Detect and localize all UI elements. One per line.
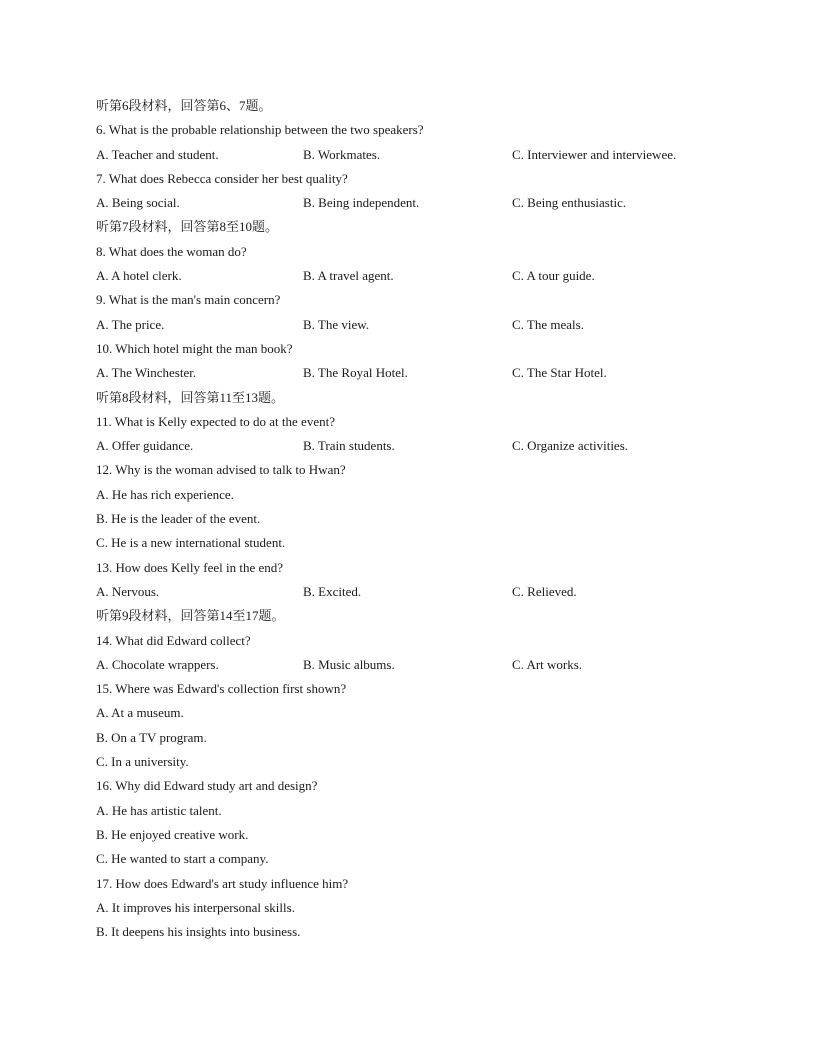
question-7-option-a: A. Being social. [96, 195, 180, 211]
section-heading-8: 听第8段材料，回答第11至13题。 [96, 389, 285, 405]
question-10-option-b: B. The Royal Hotel. [303, 365, 408, 381]
question-8-option-c: C. A tour guide. [512, 268, 595, 284]
question-14-options [96, 653, 736, 677]
question-13-options [96, 580, 736, 604]
exam-page [96, 94, 736, 944]
question-14-stem: 14. What did Edward collect? [96, 632, 251, 648]
question-15-option-b: B. On a TV program. [96, 729, 207, 745]
question-7-option-c: C. Being enthusiastic. [512, 195, 627, 211]
question-6-option-c: C. Interviewer and interviewee. [512, 146, 677, 162]
question-8-options [96, 264, 736, 288]
question-10-option-a: A. The Winchester. [96, 365, 197, 381]
question-11-stem: 11. What is Kelly expected to do at the event? [96, 413, 335, 429]
question-16-stem: 16. Why did Edward study art and design? [96, 778, 318, 794]
question-13-option-c: C. Relieved. [512, 583, 577, 599]
question-15-option-a: A. At a museum. [96, 705, 184, 721]
question-9-option-a: A. The price. [96, 316, 165, 332]
question-12-option-a: A. He has rich experience. [96, 486, 234, 502]
question-17-option-a: A. It improves his interpersonal skills. [96, 899, 295, 915]
question-7-option-b: B. Being independent. [303, 195, 420, 211]
question-12-option-b: B. He is the leader of the event. [96, 511, 261, 527]
question-16-option-c: C. He wanted to start a company. [96, 851, 269, 867]
question-13-option-a: A. Nervous. [96, 583, 160, 599]
question-9-stem: 9. What is the man's main concern? [96, 292, 281, 308]
question-8-option-b: B. A travel agent. [303, 268, 394, 284]
question-11-option-c: C. Organize activities. [512, 438, 629, 454]
question-10-options [96, 361, 736, 385]
question-6-option-b: B. Workmates. [303, 146, 381, 162]
question-9-option-c: C. The meals. [512, 316, 584, 332]
question-16-option-a: A. He has artistic talent. [96, 802, 222, 818]
question-8-stem: 8. What does the woman do? [96, 243, 247, 259]
section-heading-9: 听第9段材料，回答第14至17题。 [96, 608, 285, 624]
question-11-option-b: B. Train students. [303, 438, 395, 454]
question-9-option-b: B. The view. [303, 316, 370, 332]
question-12-option-c: C. He is a new international student. [96, 535, 286, 551]
question-11-option-a: A. Offer guidance. [96, 438, 194, 454]
question-11-options [96, 434, 736, 458]
question-6-stem: 6. What is the probable relationship between the two speakers? [96, 122, 424, 138]
question-7-options [96, 191, 736, 215]
question-17-option-b: B. It deepens his insights into business. [96, 924, 301, 940]
question-17-stem: 17. How does Edward's art study influence him? [96, 875, 349, 891]
question-6-options [96, 143, 736, 167]
question-13-option-b: B. Excited. [303, 583, 362, 599]
section-heading-6: 听第6段材料，回答第6、7题。 [96, 98, 272, 113]
question-16-option-b: B. He enjoyed creative work. [96, 826, 249, 842]
question-8-option-a: A. A hotel clerk. [96, 268, 182, 284]
question-14-option-c: C. Art works. [512, 656, 583, 672]
question-14-option-b: B. Music albums. [303, 656, 395, 672]
question-14-option-a: A. Chocolate wrappers. [96, 656, 219, 672]
question-12-stem: 12. Why is the woman advised to talk to Hwan? [96, 462, 346, 478]
section-heading-7: 听第7段材料，回答第8至10题。 [96, 219, 279, 235]
question-10-option-c: C. The Star Hotel. [512, 365, 607, 381]
question-13-stem: 13. How does Kelly feel in the end? [96, 559, 284, 575]
question-7-stem: 7. What does Rebecca consider her best quality? [96, 170, 348, 186]
question-6-option-a: A. Teacher and student. [96, 146, 219, 162]
question-9-options [96, 313, 736, 337]
question-15-option-c: C. In a university. [96, 754, 189, 770]
question-10-stem: 10. Which hotel might the man book? [96, 340, 293, 356]
question-15-stem: 15. Where was Edward's collection first shown? [96, 681, 347, 697]
